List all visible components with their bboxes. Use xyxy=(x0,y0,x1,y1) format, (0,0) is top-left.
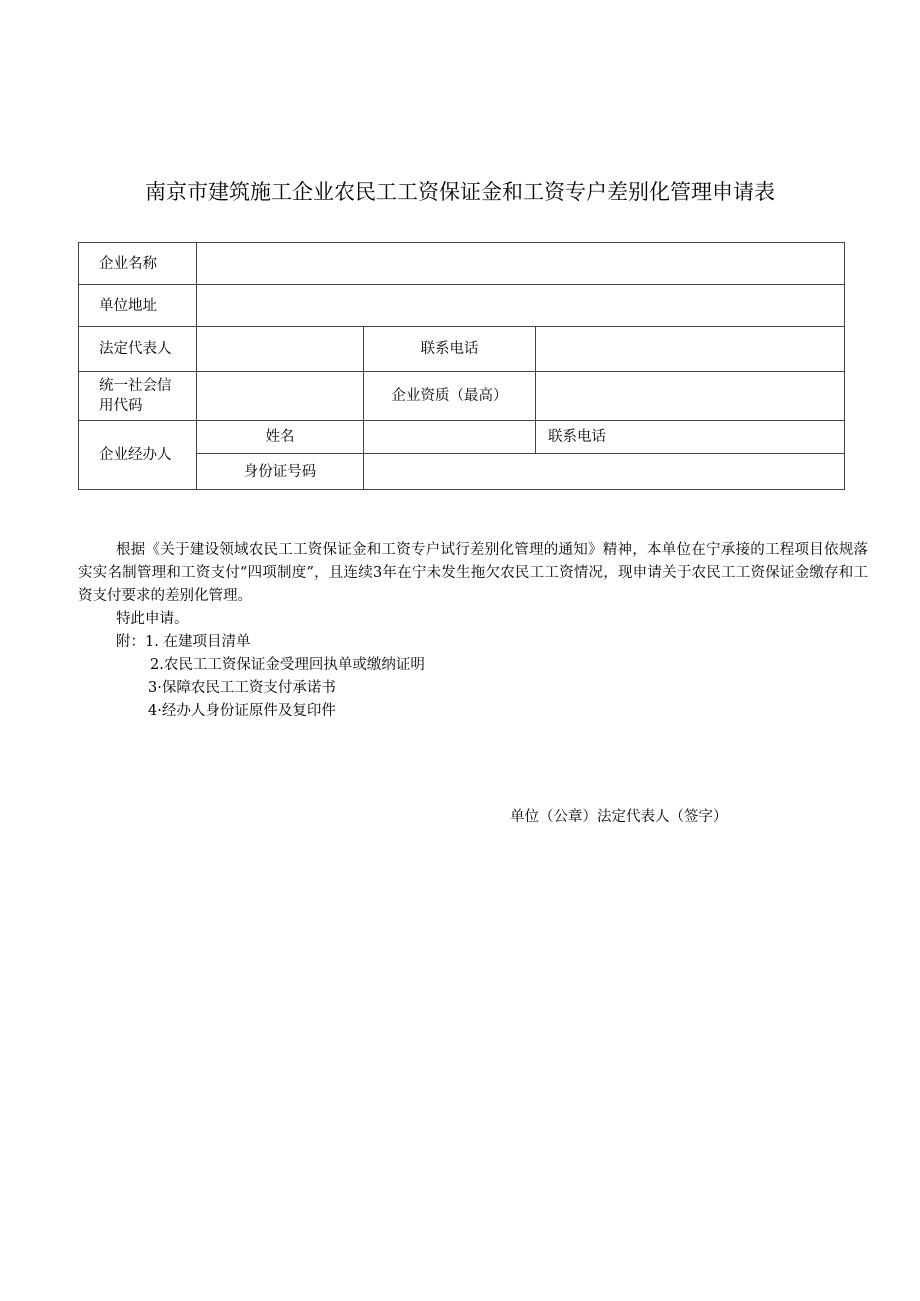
credit-code-label-line1: 统一社会信 xyxy=(99,378,172,394)
application-form-table xyxy=(78,242,845,490)
attachment-4: 4·经办人身份证原件及复印件 xyxy=(148,703,336,719)
attachment-1: 1. 在建项目清单 xyxy=(145,634,251,650)
handler-name-field[interactable] xyxy=(364,421,536,454)
address-label: 单位地址 xyxy=(79,285,197,327)
attachments-prefix: 附： xyxy=(116,634,145,650)
row-company-name xyxy=(79,243,845,285)
handler-name-label: 姓名 xyxy=(197,421,364,454)
address-field[interactable] xyxy=(197,285,845,327)
credit-code-label-line2: 用代码 xyxy=(99,398,143,414)
attachment-3: 3·保障农民工工资支付承诺书 xyxy=(148,680,336,696)
handler-label: 企业经办人 xyxy=(79,421,197,490)
attachment-line-1 xyxy=(78,631,868,654)
qualification-field[interactable] xyxy=(536,372,845,421)
row-handler-name xyxy=(79,421,845,454)
legal-rep-label: 法定代表人 xyxy=(79,327,197,372)
row-legal-rep xyxy=(79,327,845,372)
handler-id-label: 身份证号码 xyxy=(197,454,364,490)
handler-phone-label: 联系电话 xyxy=(536,421,845,454)
page-title: 南京市建筑施工企业农民工工资保证金和工资专户差别化管理申请表 xyxy=(145,180,775,204)
row-address xyxy=(79,285,845,327)
handler-id-field[interactable] xyxy=(364,454,845,490)
application-body xyxy=(78,539,868,723)
credit-code-label xyxy=(79,372,197,421)
attachment-2: 2.农民工工资保证金受理回执单或缴纳证明 xyxy=(150,657,425,673)
credit-code-field[interactable] xyxy=(197,372,364,421)
qualification-label: 企业资质（最高） xyxy=(364,372,536,421)
special-request-text: 特此申请。 xyxy=(116,611,189,627)
legal-rep-field[interactable] xyxy=(197,327,364,372)
phone-label: 联系电话 xyxy=(364,327,536,372)
company-name-field[interactable] xyxy=(197,243,845,285)
row-credit-code xyxy=(79,372,845,421)
signature-line: 单位（公章）法定代表人（签字） xyxy=(510,809,728,825)
application-paragraph: 根据《关于建设领域农民工工资保证金和工资专户试行差别化管理的通知》精神，本单位在宁承接的工程项目依规落实实名制管理和工资支付“四项制度”，且连续3年在宁未发生拖欠农民工工资情况，现申请关于农民工工资保证金缴存和工资支付要求的差别化管理。 xyxy=(78,542,868,604)
company-name-label: 企业名称 xyxy=(79,243,197,285)
phone-field[interactable] xyxy=(536,327,845,372)
